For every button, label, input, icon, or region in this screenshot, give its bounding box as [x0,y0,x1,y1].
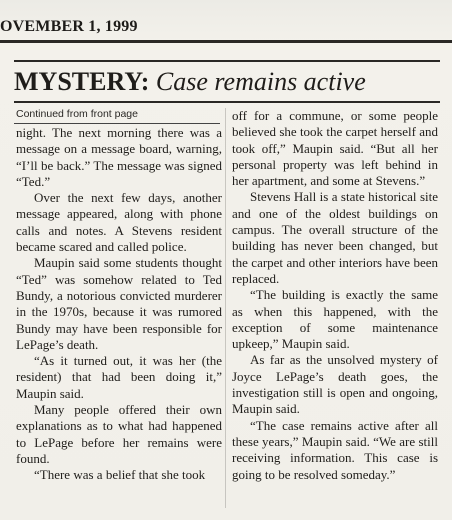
right-column [232,108,438,483]
headline-box [14,60,440,100]
paragraph: Stevens Hall is a state historical site and one of the oldest buildings on campus. The overall structure of the building has never been changed, but the carpet and other interiors have been replaced. [232,189,438,286]
paragraph: “As it turned out, it was her (the resident) that had been doing it,” Maupin said. [16,353,222,401]
top-rule [0,40,452,43]
paragraph: “The building is exactly the same as when this happened, with the exception of some maintenance upkeep,” Maupin said. [232,287,438,352]
paragraph: off for a commune, or some people believed she took the carpet herself and took off,” Maupin said. “But all her personal property was left behind in her apartment, and some at Stevens.” [232,108,438,189]
continued-label: Continued from front page [16,108,138,120]
paragraph: “The case remains active after all these years,” Maupin said. “We are still receiving information. This case is going to be resolved someday.” [232,417,438,482]
paragraph: night. The next morning there was a message on a message board, warning, “I’ll be back.” The message was signed “Ted.” [16,125,222,189]
headline [14,64,440,100]
continued-rule [14,123,220,124]
paragraph: Many people offered their own explanations as to what had happened to LePage before her remains were found. [16,402,222,466]
left-column [16,125,222,484]
headline-rule [14,101,440,103]
column-divider [225,108,226,508]
paragraph: “There was a belief that she took [34,467,206,483]
paragraph: As far as the unsolved mystery of Joyce LePage’s death goes, the investigation still is open and ongoing, Maupin said. [232,352,438,417]
dateline: OVEMBER 1, 1999 [0,18,138,35]
headline-title: Case remains active [155,67,366,96]
paragraph: Maupin said some students thought “Ted” was somehow related to Ted Bundy, a notorious convicted murderer in the 1970s, because it was rumored Bundy may have been responsible for LePage’s death. [16,255,222,352]
paragraph: Over the next few days, another message appeared, along with phone calls and notes. A Stevens resident became scared and called police. [16,190,222,255]
headline-kicker: MYSTERY: [14,67,150,96]
